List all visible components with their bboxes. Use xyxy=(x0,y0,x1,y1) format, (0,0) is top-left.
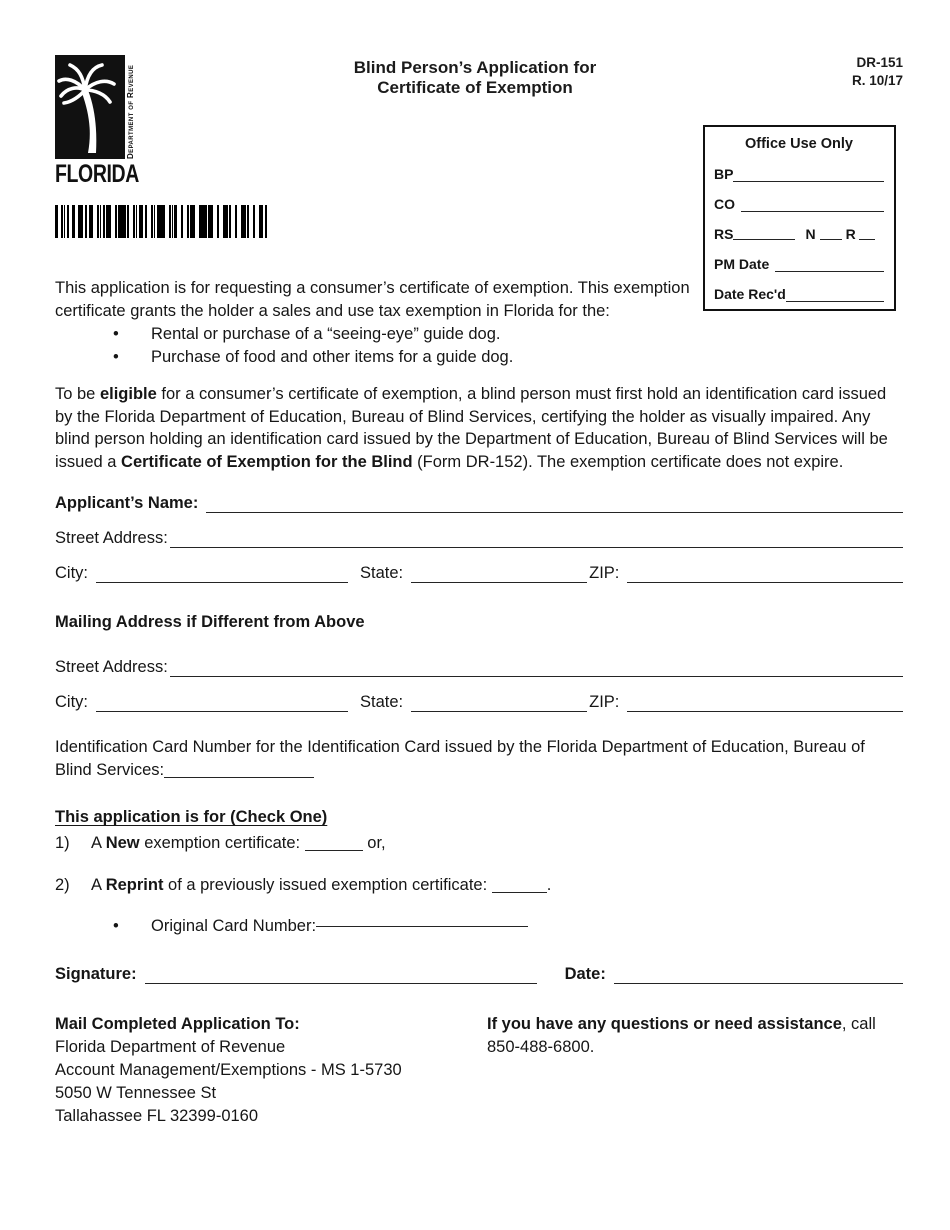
form-title-line1: Blind Person’s Application for xyxy=(353,58,597,77)
id-card-paragraph xyxy=(55,736,901,782)
city-label: City: xyxy=(55,564,88,582)
mail-to-line: 5050 W Tennessee St xyxy=(55,1084,217,1102)
item2-number: 2) xyxy=(55,876,70,894)
eligibility-text: To be xyxy=(55,385,100,403)
mail-to-line: Florida Department of Revenue xyxy=(55,1038,286,1056)
mailing-city-blank[interactable] xyxy=(96,692,348,712)
item1-number: 1) xyxy=(55,834,70,852)
pm-date-label: PM Date xyxy=(714,256,770,272)
form-number-block xyxy=(852,54,903,90)
bp-blank[interactable] xyxy=(733,170,884,182)
eligibility-bold-eligible: eligible xyxy=(99,385,157,403)
mailing-street-label: Street Address: xyxy=(55,658,168,676)
bullet-text: Rental or purchase of a “seeing-eye” guide dog. xyxy=(151,325,501,343)
co-blank[interactable] xyxy=(741,200,884,212)
assistance-note xyxy=(487,1013,903,1128)
mailing-zip-blank[interactable] xyxy=(627,692,903,712)
mailing-street-blank[interactable] xyxy=(170,657,903,677)
bullet-icon xyxy=(113,915,123,938)
date-label: Date: xyxy=(564,965,606,983)
rs-blank[interactable] xyxy=(733,212,795,240)
date-recd-label: Date Rec'd xyxy=(714,286,786,302)
barcode xyxy=(55,205,268,238)
eligibility-bold-certificate: Certificate of Exemption for the Blind xyxy=(121,452,413,471)
signature-blank[interactable] xyxy=(145,964,537,984)
logo-state-name: FLORIDA xyxy=(55,160,139,188)
date-blank[interactable] xyxy=(614,964,903,984)
city-blank[interactable] xyxy=(96,563,348,583)
bp-label: BP xyxy=(714,166,734,182)
rs-label: RS xyxy=(714,226,734,242)
eligibility-text: (Form DR-152). The exemption certificate does not expire. xyxy=(412,452,844,471)
check-one-heading: This application is for (Check One) xyxy=(55,808,328,826)
form-title-line2: Certificate of Exemption xyxy=(377,78,573,97)
original-card-row xyxy=(113,915,903,938)
mailing-instructions xyxy=(55,1013,487,1128)
zip-blank[interactable] xyxy=(627,563,903,583)
r-label: R xyxy=(845,226,856,242)
footer xyxy=(55,1013,903,1128)
assistance-phone-text: , call 850-488-6800. xyxy=(487,1015,876,1056)
item1-text: A New exemption certificate: xyxy=(91,834,305,852)
mailing-zip-label: ZIP: xyxy=(589,693,620,711)
street-address-label: Street Address: xyxy=(55,529,168,547)
mail-to-line: Account Management/Exemptions - MS 1-5730 xyxy=(55,1061,402,1079)
form-title xyxy=(0,58,950,98)
office-use-title: Office Use Only xyxy=(745,136,853,152)
eligibility-text: for a consumer’s certificate of exemption, a blind person must first hold an identification card issued by the Florida Department of Education, Bureau of Blind Services, certifying the holder as visually impaired. Any blind person holding an identification card issued by the Department of Education, Bureau of Blind Services will be issued a xyxy=(55,385,888,471)
form-revision: R. 10/17 xyxy=(851,73,903,88)
item2-after: . xyxy=(546,876,552,894)
mailing-state-blank[interactable] xyxy=(411,692,587,712)
signature-label: Signature: xyxy=(55,965,137,983)
logo-department-text: Department of Revenue xyxy=(126,64,135,159)
reprint-certificate-blank[interactable] xyxy=(492,881,547,893)
applicant-name-label: Applicant’s Name: xyxy=(55,494,199,512)
state-label: State: xyxy=(360,564,404,582)
mail-to-line: Tallahassee FL 32399-0160 xyxy=(55,1107,259,1125)
n-blank[interactable] xyxy=(820,212,842,240)
mailing-state-label: State: xyxy=(360,693,404,711)
intro-paragraph: This application is for requesting a consumer’s certificate of exemption. This exemption certificate grants the holder a sales and use tax exemption in Florida for the: xyxy=(55,279,690,320)
bullet-item xyxy=(55,323,903,346)
mail-to-heading: Mail Completed Application To: xyxy=(55,1015,300,1033)
item1-after: or, xyxy=(362,834,386,852)
bullet-icon xyxy=(113,323,123,346)
original-card-number-blank[interactable] xyxy=(316,915,528,927)
applicant-name-blank[interactable] xyxy=(206,493,903,513)
id-card-number-blank[interactable] xyxy=(164,766,314,778)
bullet-item xyxy=(55,346,903,369)
zip-label: ZIP: xyxy=(589,564,620,582)
eligibility-paragraph xyxy=(55,383,901,473)
n-label: N xyxy=(805,226,816,242)
new-certificate-blank[interactable] xyxy=(305,839,363,851)
id-card-label: Identification Card Number for the Identification Card issued by the Florida Department of Education, Bureau of Blind Services: xyxy=(55,738,865,779)
state-blank[interactable] xyxy=(411,563,587,583)
assistance-bold-text: If you have any questions or need assistance xyxy=(487,1015,842,1033)
bullet-icon xyxy=(113,346,123,369)
item2-text: A Reprint of a previously issued exemption certificate: xyxy=(91,876,492,894)
check-one-item-2 xyxy=(55,874,903,897)
mailing-city-label: City: xyxy=(55,693,88,711)
pm-date-blank[interactable] xyxy=(775,260,884,272)
bullet-text: Purchase of food and other items for a guide dog. xyxy=(151,348,514,366)
check-one-item-1 xyxy=(55,832,903,855)
r-blank[interactable] xyxy=(859,212,875,240)
original-card-label: Original Card Number: xyxy=(151,917,317,935)
street-address-blank[interactable] xyxy=(170,528,903,548)
co-label: CO xyxy=(714,196,735,212)
form-body xyxy=(55,277,903,1128)
form-number: DR-151 xyxy=(856,55,903,70)
mailing-address-heading: Mailing Address if Different from Above xyxy=(55,613,365,631)
